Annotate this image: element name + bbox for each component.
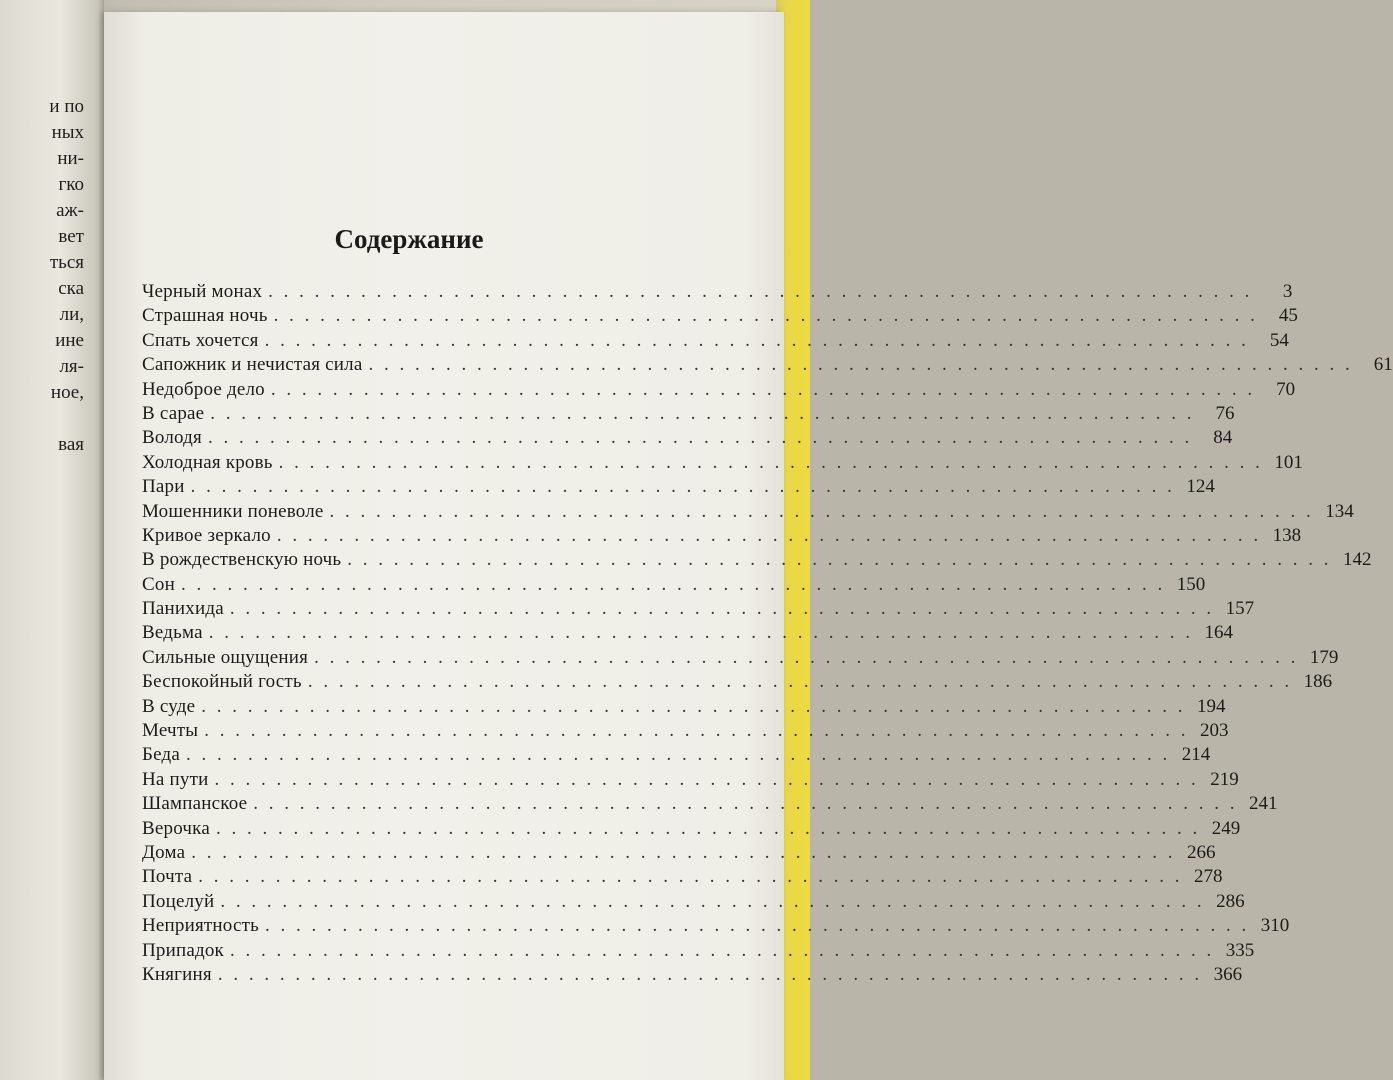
toc-entry [142,280,1293,304]
toc-entry [142,621,1233,645]
toc-entry-title: На пути [142,768,209,790]
toc-entry-title: Беда [142,744,180,766]
toc-entry [142,841,1216,865]
dot-leader: . . . . . . . . . . . . . . . . . . . . . . . . . . . . . . . . . . . . . . . . . . . . . . . . . . . . . . . . . . . . . . . . [210,402,1195,424]
table-of-contents [142,280,1393,987]
toc-entry-page-number: 157 [1225,598,1255,620]
left-page-line: ться [49,252,84,273]
toc-entry-title: Княгиня [142,963,212,985]
toc-entry-page-number: 286 [1216,890,1245,912]
toc-entry-title: Сапожник и нечистая сила [142,354,363,376]
toc-entry-page-number: 186 [1303,671,1333,693]
toc-entry-title: Мечты [142,720,199,742]
dot-leader: . . . . . . . . . . . . . . . . . . . . . . . . . . . . . . . . . . . . . . . . . . . . . . . . . . . . . . . . . . . . . . . . [215,817,1201,839]
toc-entry-page-number: 194 [1196,695,1226,717]
toc-entry [142,304,1298,328]
dot-leader: . . . . . . . . . . . . . . . . . . . . . . . . . . . . . . . . . . . . . . . . . . . . . . . . . . . . . . . . . . . . . . . . [230,939,1215,961]
dot-leader: . . . . . . . . . . . . . . . . . . . . . . . . . . . . . . . . . . . . . . . . . . . . . . . . . . . . . . . . . . . . . . . . [329,500,1314,522]
toc-entry [142,573,1206,597]
dot-leader: . . . . . . . . . . . . . . . . . . . . . . . . . . . . . . . . . . . . . . . . . . . . . . . . . . . . . . . . . . . . . . . . [220,890,1205,912]
toc-entry-title: Холодная кровь [142,451,273,473]
toc-entry-title: В суде [142,695,196,717]
left-page-line: аж- [56,200,84,221]
toc-entry-title: Сон [142,573,175,595]
dot-leader: . . . . . . . . . . . . . . . . . . . . . . . . . . . . . . . . . . . . . . . . . . . . . . . . . . . . . . . . . . . . . . . . [217,963,1203,985]
toc-entry [142,743,1211,767]
left-page-line: ни- [57,148,84,169]
dot-leader: . . . . . . . . . . . . . . . . . . . . . . . . . . . . . . . . . . . . . . . . . . . . . . . . . . . . . . . . . . . . . . . . [264,329,1249,351]
toc-entry [142,865,1223,889]
toc-entry [142,670,1333,694]
toc-entry-title: Черный монах [142,281,263,302]
dot-leader: . . . . . . . . . . . . . . . . . . . . . . . . . . . . . . . . . . . . . . . . . . . . . . . . . . . . . . . . . . . . . . . . [198,866,1183,888]
toc-entry-title: Ведьма [142,622,203,644]
toc-entry-title: Пари [142,476,185,498]
toc-entry-title: Припадок [142,939,224,961]
toc-entry-page-number: 101 [1274,451,1303,473]
dot-leader: . . . . . . . . . . . . . . . . . . . . . . . . . . . . . . . . . . . . . . . . . . . . . . . . . . . . . . . . . . . . . . . . [314,646,1299,668]
toc-entry-page-number: 142 [1343,549,1372,571]
dot-leader: . . . . . . . . . . . . . . . . . . . . . . . . . . . . . . . . . . . . . . . . . . . . . . . . . . . . . . . . . . . . . . . . [278,451,1263,473]
left-page-line: ное, [50,382,84,403]
toc-entry-page-number: 3 [1282,281,1293,302]
toc-entry [142,597,1255,621]
left-page-line: вая [58,434,84,455]
toc-entry-page-number: 164 [1204,622,1233,644]
toc-entry-page-number: 241 [1249,793,1278,815]
toc-entry-page-number: 138 [1272,524,1302,546]
dot-leader: . . . . . . . . . . . . . . . . . . . . . . . . . . . . . . . . . . . . . . . . . . . . . . . . . . . . . . . . . . . . . . . . [307,671,1293,693]
dot-leader: . . . . . . . . . . . . . . . . . . . . . . . . . . . . . . . . . . . . . . . . . . . . . . . . . . . . . . . . . . . . . . . . [214,768,1199,790]
dot-leader: . . . . . . . . . . . . . . . . . . . . . . . . . . . . . . . . . . . . . . . . . . . . . . . . . . . . . . . . . . . . . . . . [180,573,1166,595]
toc-entry [142,524,1302,548]
dot-leader: . . . . . . . . . . . . . . . . . . . . . . . . . . . . . . . . . . . . . . . . . . . . . . . . . . . . . . . . . . . . . . . . [204,720,1189,742]
dot-leader: . . . . . . . . . . . . . . . . . . . . . . . . . . . . . . . . . . . . . . . . . . . . . . . . . . . . . . . . . . . . . . . . [347,549,1332,571]
toc-entry-title: Кривое зеркало [142,524,271,546]
toc-entry [142,939,1255,963]
toc-entry-title: Спать хочется [142,329,259,351]
toc-entry-title: Беспокойный гость [142,671,302,693]
toc-entry-page-number: 219 [1210,768,1239,790]
dot-leader: . . . . . . . . . . . . . . . . . . . . . . . . . . . . . . . . . . . . . . . . . . . . . . . . . . . . . . . . . . . . . . . . [253,793,1238,815]
toc-entry [142,475,1215,499]
toc-entry-page-number: 76 [1215,402,1235,424]
dot-leader: . . . . . . . . . . . . . . . . . . . . . . . . . . . . . . . . . . . . . . . . . . . . . . . . . . . . . . . . . . . . . . . . [208,622,1193,644]
toc-entry-page-number: 249 [1211,817,1241,839]
toc-entry [142,963,1243,987]
dot-leader: . . . . . . . . . . . . . . . . . . . . . . . . . . . . . . . . . . . . . . . . . . . . . . . . . . . . . . . . . . . . . . . . [273,305,1258,327]
toc-entry-page-number: 310 [1260,915,1290,937]
toc-entry [142,451,1303,475]
toc-entry-title: В сарае [142,402,205,424]
left-page-line: ли, [59,304,84,325]
toc-entry-title: Верочка [142,817,210,839]
toc-entry [142,500,1354,524]
toc-entry-title: Володя [142,427,202,449]
left-page-line: ля- [59,356,84,377]
toc-entry [142,402,1235,426]
dot-leader: . . . . . . . . . . . . . . . . . . . . . . . . . . . . . . . . . . . . . . . . . . . . . . . . . . . . . . . . . . . . . . . . [368,354,1353,376]
toc-entry [142,378,1296,402]
left-page-line: гко [58,174,84,195]
left-page [0,0,104,1080]
toc-entry [142,426,1233,450]
toc-entry [142,353,1393,377]
toc-entry [142,719,1229,743]
contents-page [104,12,1393,1080]
dot-leader: . . . . . . . . . . . . . . . . . . . . . . . . . . . . . . . . . . . . . . . . . . . . . . . . . . . . . . . . . . . . . . . . [268,281,1253,302]
toc-entry-title: В рождественскую ночь [142,549,342,571]
dot-leader: . . . . . . . . . . . . . . . . . . . . . . . . . . . . . . . . . . . . . . . . . . . . . . . . . . . . . . . . . . . . . . . . [270,378,1256,400]
toc-entry-title: Мошенники поневоле [142,500,324,522]
dot-leader: . . . . . . . . . . . . . . . . . . . . . . . . . . . . . . . . . . . . . . . . . . . . . . . . . . . . . . . . . . . . . . . . [201,695,1186,717]
toc-entry [142,890,1245,914]
toc-entry-title: Сильные ощущения [142,646,309,668]
toc-entry-title: Дома [142,841,186,863]
dot-leader: . . . . . . . . . . . . . . . . . . . . . . . . . . . . . . . . . . . . . . . . . . . . . . . . . . . . . . . . . . . . . . . . [276,524,1262,546]
toc-entry-page-number: 124 [1186,476,1215,498]
toc-entry-page-number: 203 [1199,720,1229,742]
left-page-line: вет [58,226,84,247]
toc-entry-page-number: 70 [1276,378,1296,400]
toc-entry-page-number: 214 [1181,744,1211,766]
toc-entry-page-number: 266 [1186,841,1216,863]
left-page-line: ных [51,122,84,143]
toc-entry-page-number: 366 [1213,963,1243,985]
toc-entry-title: Панихида [142,598,224,620]
dot-leader: . . . . . . . . . . . . . . . . . . . . . . . . . . . . . . . . . . . . . . . . . . . . . . . . . . . . . . . . . . . . . . . . [207,427,1193,449]
toc-entry-page-number: 134 [1325,500,1354,522]
toc-entry-page-number: 278 [1194,866,1223,888]
toc-entry [142,817,1241,841]
left-page-line: и по [49,96,84,117]
toc-entry-page-number: 150 [1176,573,1206,595]
dot-leader: . . . . . . . . . . . . . . . . . . . . . . . . . . . . . . . . . . . . . . . . . . . . . . . . . . . . . . . . . . . . . . . . [186,744,1171,766]
toc-entry-title: Недоброе дело [142,378,265,400]
toc-entry [142,914,1290,938]
dot-leader: . . . . . . . . . . . . . . . . . . . . . . . . . . . . . . . . . . . . . . . . . . . . . . . . . . . . . . . . . . . . . . . . [229,598,1215,620]
toc-entry-title: Поцелуй [142,890,215,912]
toc-entry [142,329,1289,353]
toc-entry-page-number: 45 [1278,305,1298,327]
toc-entry-title: Страшная ночь [142,305,268,327]
toc-entry [142,768,1239,792]
toc-entry [142,792,1278,816]
toc-entry-title: Неприятность [142,915,259,937]
left-page-line: ска [58,278,84,299]
dot-leader: . . . . . . . . . . . . . . . . . . . . . . . . . . . . . . . . . . . . . . . . . . . . . . . . . . . . . . . . . . . . . . . . [264,915,1250,937]
toc-entry-page-number: 335 [1225,939,1255,961]
page-title: Содержание [334,224,484,254]
toc-entry [142,548,1372,572]
toc-entry-page-number: 61 [1373,354,1393,376]
toc-entry [142,646,1339,670]
toc-entry-title: Почта [142,866,193,888]
dot-leader: . . . . . . . . . . . . . . . . . . . . . . . . . . . . . . . . . . . . . . . . . . . . . . . . . . . . . . . . . . . . . . . . [190,476,1175,498]
toc-entry-page-number: 179 [1309,646,1339,668]
left-page-line: ине [55,330,84,351]
toc-entry [142,695,1226,719]
toc-entry-title: Шампанское [142,793,248,815]
toc-entry-page-number: 54 [1269,329,1289,351]
toc-entry-page-number: 84 [1213,427,1233,449]
dot-leader: . . . . . . . . . . . . . . . . . . . . . . . . . . . . . . . . . . . . . . . . . . . . . . . . . . . . . . . . . . . . . . . . [191,841,1176,863]
